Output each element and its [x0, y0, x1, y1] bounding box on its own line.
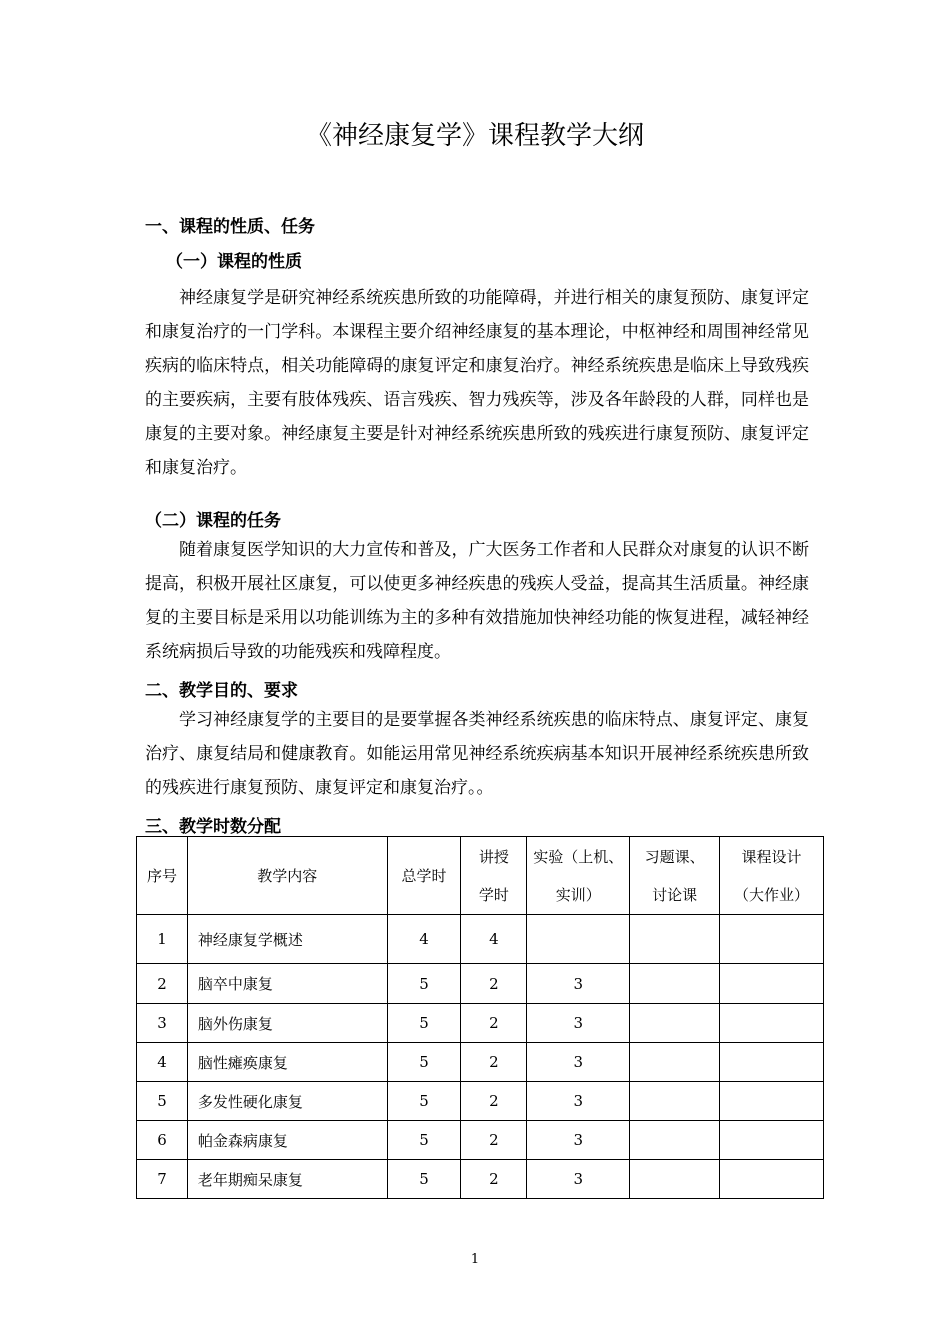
header-design — [720, 837, 824, 915]
table-row — [137, 964, 824, 1004]
cell-exercise — [630, 1043, 720, 1082]
header-content: 教学内容 — [187, 837, 387, 915]
cell-exercise — [630, 915, 720, 964]
section3-heading: 三、教学时数分配 — [145, 817, 281, 837]
cell-lecture: 2 — [461, 1004, 527, 1043]
cell-total: 5 — [387, 1004, 461, 1043]
section2-body: 学习神经康复学的主要目的是要掌握各类神经系统疾患的临床特点、康复评定、康复治疗、康复结局和健康教育。如能运用常见神经系统疾病基本知识开展神经系统疾患所致的残疾进行康复预防、康复评定和康复治疗。。 — [145, 710, 809, 798]
table-row — [137, 915, 824, 964]
cell-lab: 3 — [527, 1082, 630, 1121]
cell-lecture: 2 — [461, 964, 527, 1004]
header-design-line2: （大作业） — [734, 885, 810, 904]
cell-design — [720, 1043, 824, 1082]
cell-design — [720, 1082, 824, 1121]
cell-total: 5 — [387, 1160, 461, 1199]
section1-heading: 一、课程的性质、任务 — [145, 217, 315, 237]
cell-seq: 2 — [137, 964, 188, 1004]
cell-lecture: 2 — [461, 1082, 527, 1121]
cell-exercise — [630, 964, 720, 1004]
table-row — [137, 1082, 824, 1121]
cell-seq: 1 — [137, 915, 188, 964]
section1-sub2-body: 随着康复医学知识的大力宣传和普及，广大医务工作者和人民群众对康复的认识不断提高，积极开展社区康复，可以使更多神经疾患的残疾人受益，提高其生活质量。神经康复的主要目标是采用以功能训练为主的多种有效措施加快神经功能的恢复进程，减轻神经系统病损后导致的功能残疾和残障程度。 — [145, 540, 809, 662]
header-lab — [527, 837, 630, 915]
cell-lecture: 2 — [461, 1160, 527, 1199]
cell-lecture: 2 — [461, 1043, 527, 1082]
cell-design — [720, 915, 824, 964]
header-exercise-line1: 习题课、 — [644, 847, 705, 866]
cell-lab: 3 — [527, 1121, 630, 1160]
cell-total: 4 — [387, 915, 461, 964]
cell-lecture: 4 — [461, 915, 527, 964]
header-exercise-line2: 讨论课 — [652, 885, 698, 904]
cell-content: 脑外伤康复 — [187, 1004, 387, 1043]
section1-sub1-body: 神经康复学是研究神经系统疾患所致的功能障碍，并进行相关的康复预防、康复评定和康复治疗的一门学科。本课程主要介绍神经康复的基本理论，中枢神经和周围神经常见疾病的临床特点，相关功能障碍的康复评定和康复治疗。神经系统疾患是临床上导致残疾的主要疾病，主要有肢体残疾、语言残疾、智力残疾等，涉及各年龄段的人群，同样也是康复的主要对象。神经康复主要是针对神经系统疾患所致的残疾进行康复预防、康复评定和康复治疗。 — [145, 288, 809, 478]
cell-total: 5 — [387, 1043, 461, 1082]
cell-total: 5 — [387, 1082, 461, 1121]
table-header-row — [137, 837, 824, 915]
table-row — [137, 1160, 824, 1199]
cell-lab: 3 — [527, 1160, 630, 1199]
cell-seq: 3 — [137, 1004, 188, 1043]
header-lab-line1: 实验（上机、 — [533, 847, 624, 866]
section2-heading: 二、教学目的、要求 — [145, 681, 298, 701]
cell-exercise — [630, 1160, 720, 1199]
cell-lab — [527, 915, 630, 964]
cell-content: 脑性瘫痪康复 — [187, 1043, 387, 1082]
section1-sub2-heading: （二）课程的任务 — [145, 511, 281, 531]
cell-content: 脑卒中康复 — [187, 964, 387, 1004]
page-number: 1 — [470, 1252, 480, 1267]
table-row — [137, 1121, 824, 1160]
header-lecture-line1: 讲授 — [478, 847, 509, 866]
cell-content: 帕金森病康复 — [187, 1121, 387, 1160]
teaching-hours-table — [136, 836, 824, 1199]
cell-seq: 4 — [137, 1043, 188, 1082]
cell-seq: 7 — [137, 1160, 188, 1199]
section1-sub1-heading: （一）课程的性质 — [166, 252, 302, 272]
cell-design — [720, 1160, 824, 1199]
cell-exercise — [630, 1121, 720, 1160]
header-lecture-line2: 学时 — [478, 885, 509, 904]
header-design-line1: 课程设计 — [741, 847, 802, 866]
cell-exercise — [630, 1082, 720, 1121]
cell-design — [720, 1121, 824, 1160]
cell-lecture: 2 — [461, 1121, 527, 1160]
document-title: 《神经康复学》课程教学大纲 — [305, 121, 644, 151]
cell-seq: 5 — [137, 1082, 188, 1121]
cell-design — [720, 1004, 824, 1043]
cell-lab: 3 — [527, 1004, 630, 1043]
table-row — [137, 1043, 824, 1082]
header-lab-line2: 实训） — [555, 885, 601, 904]
cell-content: 多发性硬化康复 — [187, 1082, 387, 1121]
cell-design — [720, 964, 824, 1004]
header-lecture — [461, 837, 527, 915]
cell-lab: 3 — [527, 1043, 630, 1082]
cell-total: 5 — [387, 964, 461, 1004]
cell-exercise — [630, 1004, 720, 1043]
cell-seq: 6 — [137, 1121, 188, 1160]
table-row — [137, 1004, 824, 1043]
header-seq: 序号 — [137, 837, 188, 915]
header-exercise — [630, 837, 720, 915]
cell-content: 老年期痴呆康复 — [187, 1160, 387, 1199]
header-total: 总学时 — [387, 837, 461, 915]
cell-lab: 3 — [527, 964, 630, 1004]
cell-content: 神经康复学概述 — [187, 915, 387, 964]
cell-total: 5 — [387, 1121, 461, 1160]
